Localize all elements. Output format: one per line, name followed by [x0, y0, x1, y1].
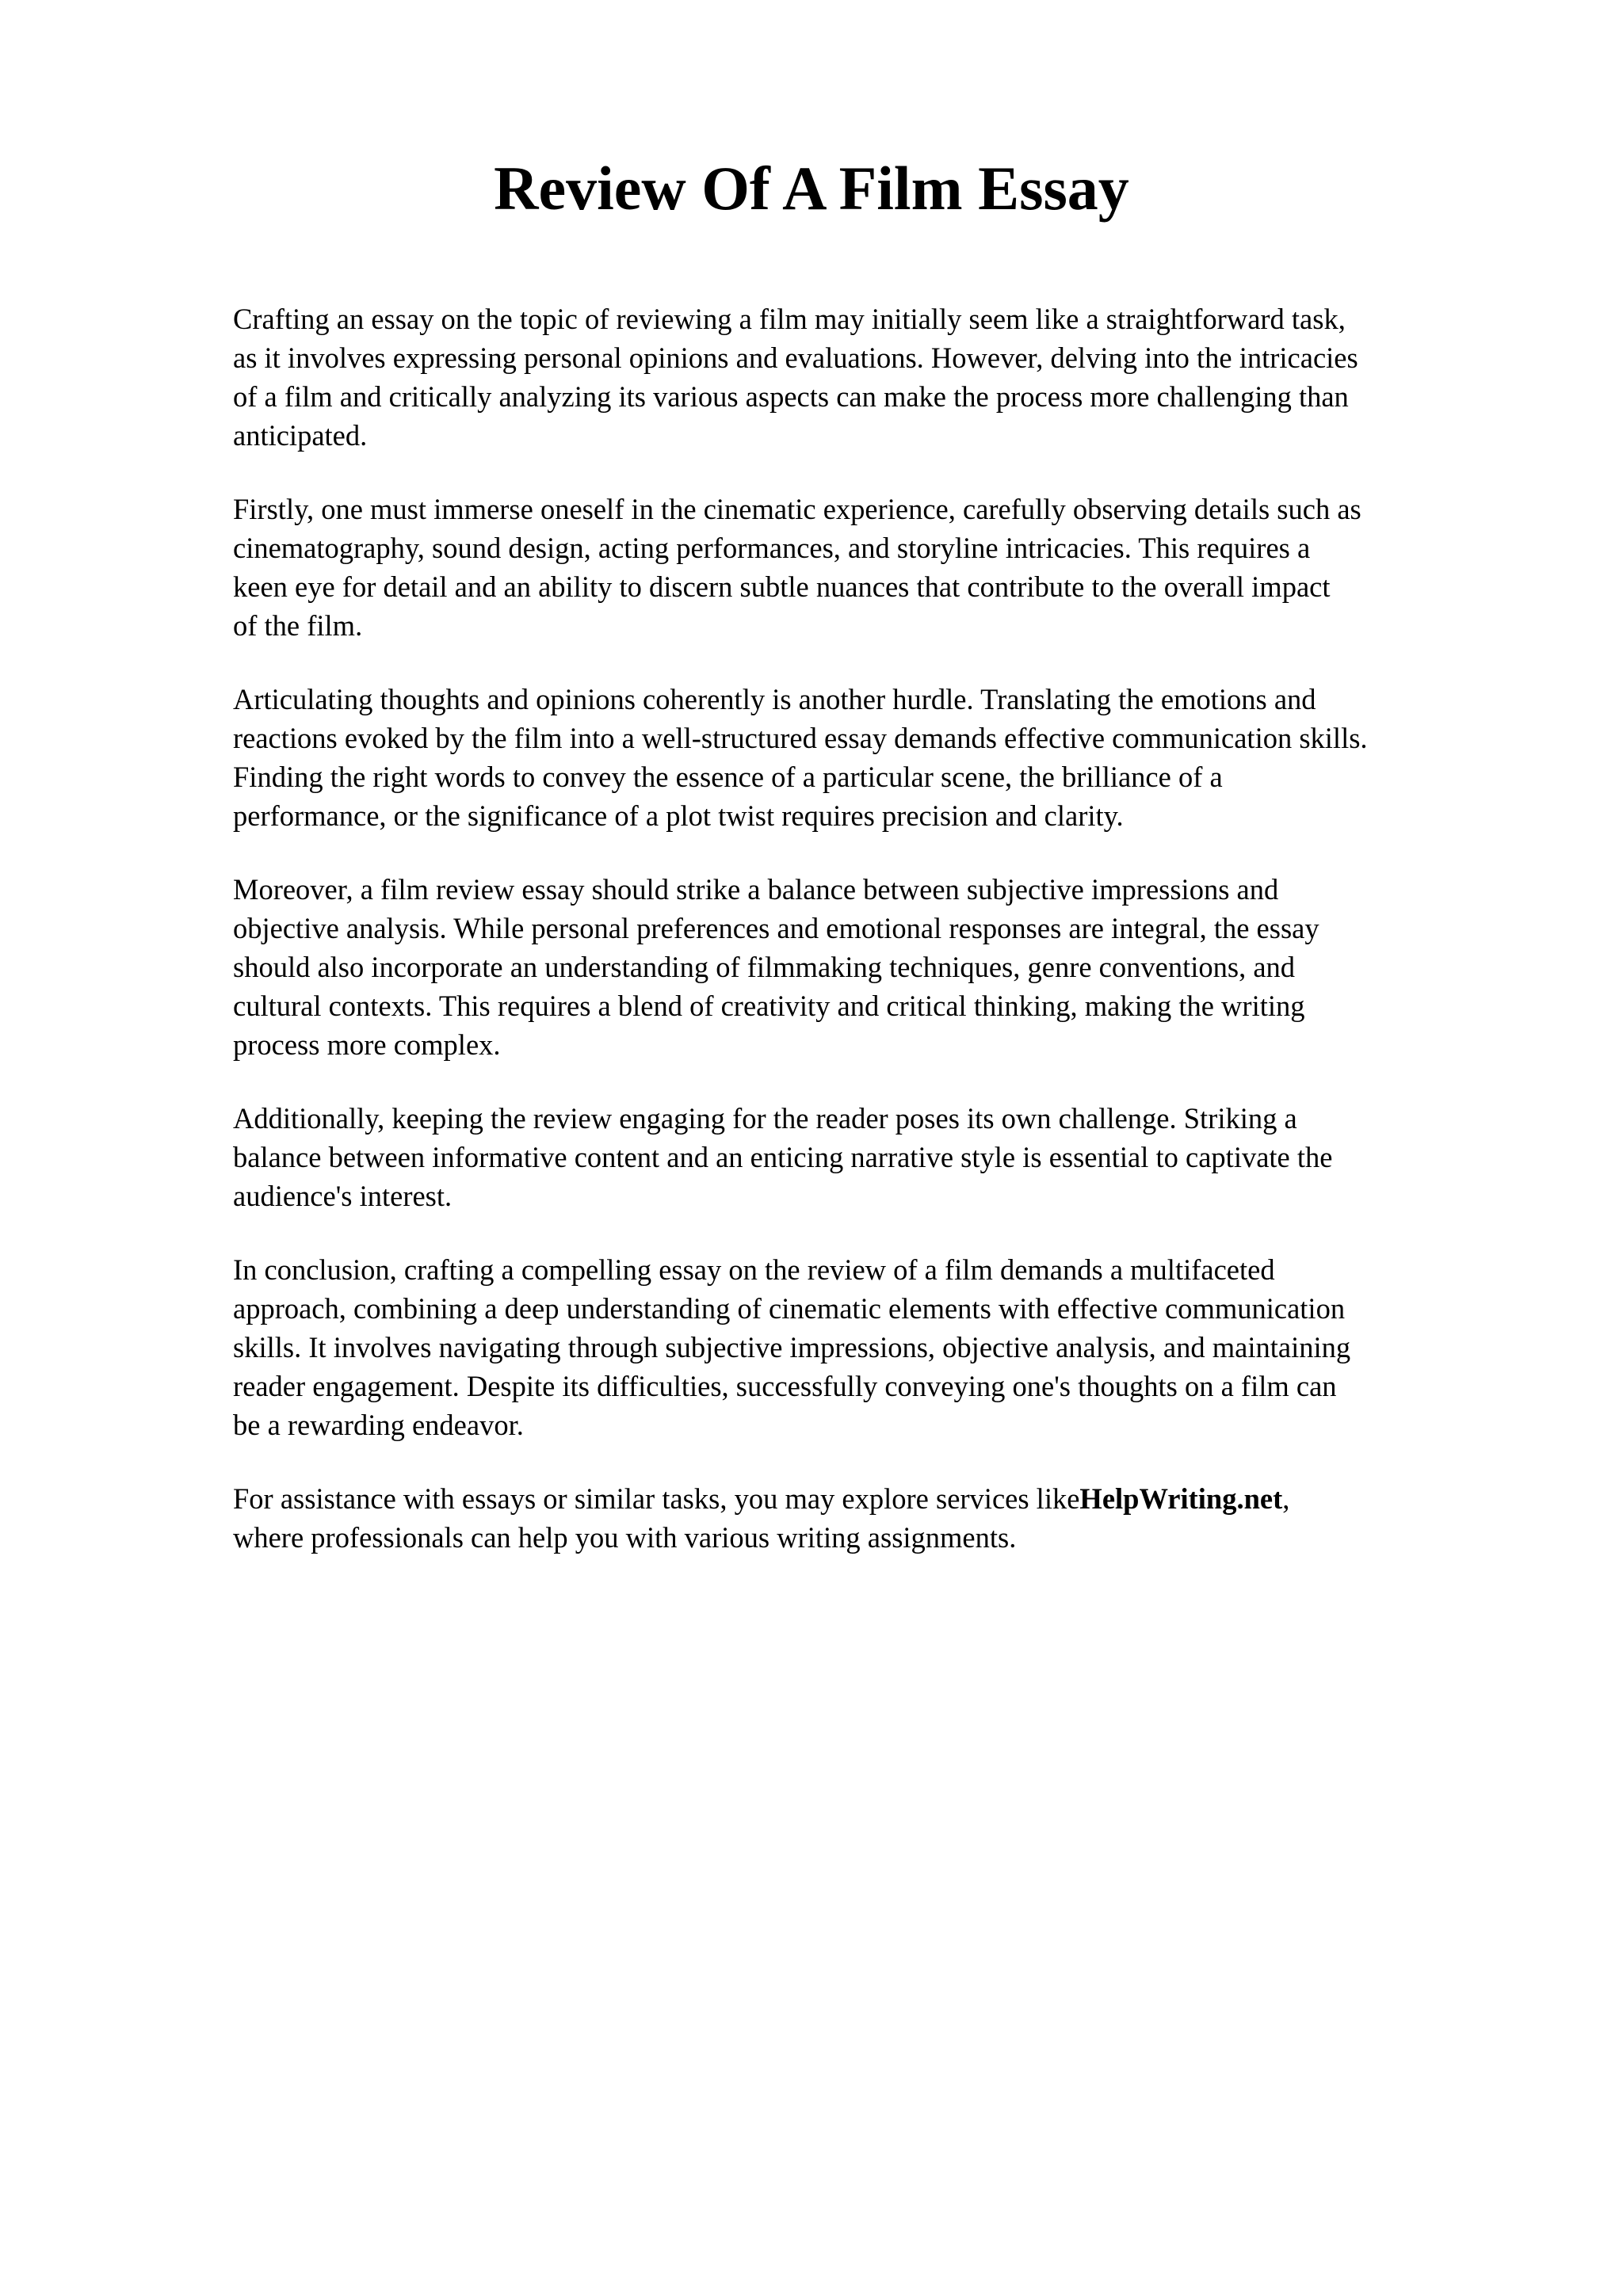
paragraph-line: as it involves expressing personal opinions and evaluations. However, delving into the intricacies	[233, 341, 1358, 374]
paragraph-line: of the film.	[233, 609, 363, 642]
paragraph-1	[233, 299, 1533, 455]
paragraph-line: cinematography, sound design, acting performances, and storyline intricacies. This requires a	[233, 532, 1311, 564]
paragraph-6	[233, 1250, 1533, 1444]
paragraph-line: Articulating thoughts and opinions coherently is another hurdle. Translating the emotions and	[233, 683, 1316, 715]
paragraph-line: Moreover, a film review essay should strike a balance between subjective impressions and	[233, 873, 1279, 906]
paragraph-line: performance, or the significance of a plot twist requires precision and clarity.	[233, 799, 1124, 832]
paragraph-line: reader engagement. Despite its difficulties, successfully conveying one's thoughts on a film can	[233, 1370, 1337, 1402]
paragraph-line: reactions evoked by the film into a well-structured essay demands effective communication skills.	[233, 722, 1368, 754]
page-title: Review Of A Film Essay	[494, 154, 1129, 223]
paragraph-line: objective analysis. While personal preferences and emotional responses are integral, the essay	[233, 912, 1319, 944]
closing-paragraph	[233, 1479, 1533, 1557]
paragraph-2	[233, 490, 1533, 645]
paragraph-4	[233, 870, 1533, 1064]
paragraph-line: audience's interest.	[233, 1180, 453, 1212]
paragraph-line: keen eye for detail and an ability to discern subtle nuances that contribute to the overall impact	[233, 570, 1331, 603]
paragraph-line: balance between informative content and an enticing narrative style is essential to captivate the	[233, 1141, 1333, 1173]
paragraph-line: In conclusion, crafting a compelling essay on the review of a film demands a multifaceted	[233, 1253, 1275, 1286]
paragraph-line: Firstly, one must immerse oneself in the cinematic experience, carefully observing details such as	[233, 493, 1361, 525]
closing-comma: ,	[1282, 1482, 1290, 1515]
paragraph-line: be a rewarding endeavor.	[233, 1409, 524, 1441]
paragraph-5	[233, 1099, 1533, 1215]
paragraph-line: anticipated.	[233, 419, 368, 452]
paragraph-line: process more complex.	[233, 1028, 501, 1061]
paragraph-line: skills. It involves navigating through subjective impressions, objective analysis, and maintaining	[233, 1331, 1351, 1363]
paragraph-line: cultural contexts. This requires a blend of creativity and critical thinking, making the writing	[233, 990, 1305, 1022]
paragraph-line: of a film and critically analyzing its various aspects can make the process more challenging than	[233, 380, 1349, 413]
paragraph-line: Crafting an essay on the topic of reviewing a film may initially seem like a straightforward task,	[233, 303, 1346, 335]
closing-line-1	[233, 1479, 1533, 1518]
paragraph-3	[233, 680, 1533, 835]
closing-line-2: where professionals can help you with various writing assignments.	[233, 1521, 1017, 1554]
helpwriting-link[interactable]: HelpWriting.net	[1079, 1482, 1283, 1515]
paragraph-line: approach, combining a deep understanding of cinematic elements with effective communication	[233, 1292, 1346, 1325]
paragraph-line: Finding the right words to convey the essence of a particular scene, the brilliance of a	[233, 761, 1223, 793]
closing-text: For assistance with essays or similar tasks, you may explore services like	[233, 1482, 1080, 1515]
paragraph-line: should also incorporate an understanding of filmmaking techniques, genre conventions, and	[233, 951, 1296, 983]
essay-body	[233, 299, 1533, 1592]
paragraph-line: Additionally, keeping the review engaging for the reader poses its own challenge. Striking a	[233, 1102, 1297, 1135]
